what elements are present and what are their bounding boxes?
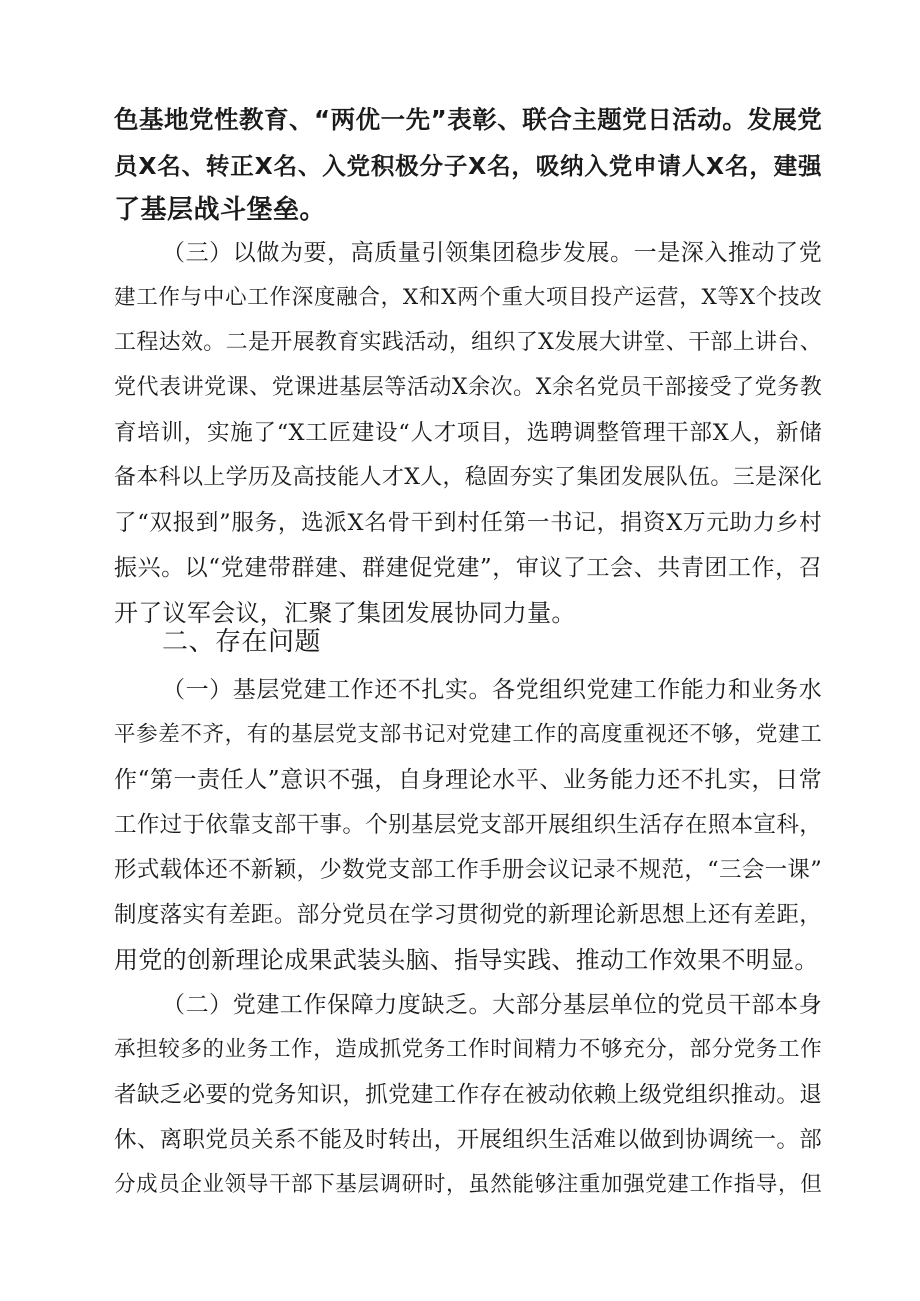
paragraph-line: 休、离职党员关系不能及时转出，开展组织生活难以做到协调统一。部 — [114, 1127, 822, 1153]
paragraph-line: 制度落实有差距。部分党员在学习贯彻党的新理论新思想上还有差距， — [114, 902, 822, 928]
paragraph-line: 工作过于依靠支部干事。个别基层党支部开展组织生活存在照本宣科， — [114, 812, 822, 838]
paragraph-line: 了“双报到”服务，选派X名骨干到村任第一书记，捐资X万元助力乡村 — [114, 510, 822, 536]
paragraph-line: 党代表讲党课、党课进基层等活动X余次。X余名党员干部接受了党务教 — [114, 375, 822, 400]
paragraph-line: 备本科以上学历及高技能人才X人，稳固夯实了集团发展队伍。三是深化 — [114, 465, 822, 490]
paragraph-line: 者缺乏必要的党务知识，抓党建工作存在被动依赖上级党组织推动。退 — [114, 1082, 822, 1108]
paragraph-line: 用党的创新理论成果武装头脑、指导实践、推动工作效果不明显。 — [114, 946, 819, 974]
paragraph-line: 平参差不齐，有的基层党支部书记对党建工作的高度重视还不够，党建工 — [114, 722, 822, 747]
paragraph-line: 开了议军会议，汇聚了集团发展协同力量。 — [114, 599, 576, 627]
paragraph-line: 承担较多的业务工作，造成抓党务工作时间精力不够充分，部分党务工作 — [114, 1037, 822, 1062]
section-heading: 二、存在问题 — [162, 627, 322, 657]
paragraph-line: 育培训，实施了“X工匠建设“人才项目，选聘调整管理干部X人，新储 — [114, 420, 822, 446]
paragraph-line: （一）基层党建工作还不扎实。各党组织党建工作能力和业务水 — [162, 677, 822, 703]
paragraph-line: 工程达效。二是开展教育实践活动，组织了X发展大讲堂、干部上讲台、 — [114, 330, 822, 355]
paragraph-line: 形式载体还不新颖，少数党支部工作手册会议记录不规范，“三会一课” — [114, 857, 822, 883]
intro-line: 员X名、转正X名、入党积极分子X名，吸纳入党申请人X名，建强 — [114, 152, 822, 180]
paragraph-line: 分成员企业领导干部下基层调研时，虽然能够注重加强党建工作指导，但 — [114, 1172, 822, 1197]
intro-line: 色基地党性教育、“两优一先”表彰、联合主题党日活动。发展党 — [114, 105, 823, 134]
paragraph-line: （三）以做为要，高质量引领集团稳步发展。一是深入推动了党 — [162, 240, 822, 266]
paragraph-line: 作“第一责任人”意识不强，自身理论水平、业务能力还不扎实，日常 — [114, 767, 822, 793]
paragraph-line: 振兴。以“党建带群建、群建促党建”，审议了工会、共青团工作，召 — [114, 555, 822, 581]
intro-line: 了基层战斗堡垒。 — [114, 195, 327, 225]
paragraph-line: （二）党建工作保障力度缺乏。大部分基层单位的党员干部本身 — [162, 992, 822, 1018]
paragraph-line: 建工作与中心工作深度融合，X和X两个重大项目投产运营，X等X个技改 — [114, 285, 822, 310]
